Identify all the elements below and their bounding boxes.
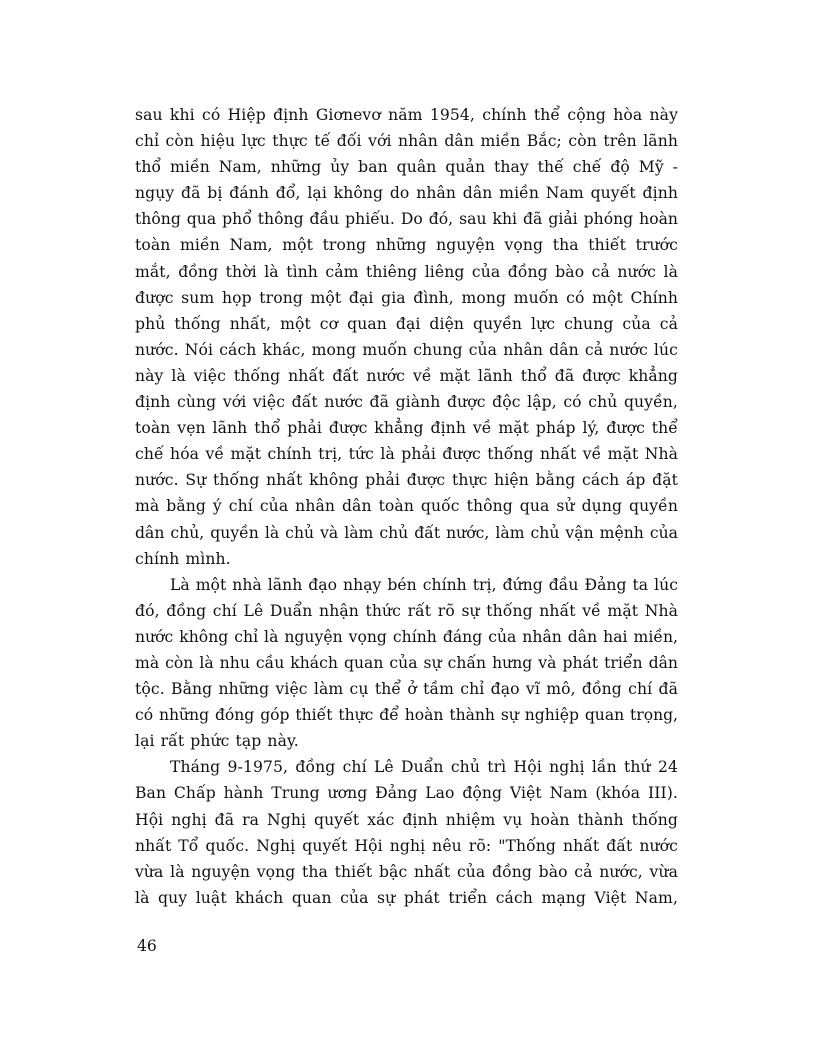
text-line: sau khi có Hiệp định Giơnevơ năm 1954, chính thể cộng hòa này — [135, 106, 678, 124]
text-line: chế hóa về mặt chính trị, tức là phải được thống nhất về mặt Nhà — [135, 445, 678, 464]
text-line: nước. Sự thống nhất không phải được thực hiện bằng cách áp đặt — [135, 471, 678, 490]
paragraph — [135, 572, 678, 755]
text-line: được sum họp trong một đại gia đình, mong muốn có một Chính — [135, 288, 678, 307]
paragraph — [135, 754, 678, 911]
text-line: chỉ còn hiệu lực thực tế đối với nhân dân miền Bắc; còn trên lãnh — [135, 132, 678, 151]
text-line: nhất Tổ quốc. Nghị quyết Hội nghị nêu rõ: "Thống nhất đất nước — [135, 836, 678, 855]
text-line: Là một nhà lãnh đạo nhạy bén chính trị, đứng đầu Đảng ta lúc — [170, 575, 678, 594]
text-line: vừa là nguyện vọng tha thiết bậc nhất của đồng bào cả nước, vừa — [135, 862, 678, 881]
text-line: định cùng với việc đất nước đã giành được độc lập, có chủ quyền, — [135, 393, 678, 412]
text-line: thổ miền Nam, những ủy ban quân quản thay thế chế độ Mỹ - — [135, 158, 678, 177]
text-line: mà bằng ý chí của nhân dân toàn quốc thông qua sử dụng quyền — [135, 497, 678, 516]
text-line: dân chủ, quyền là chủ và làm chủ đất nước, làm chủ vận mệnh của — [135, 523, 678, 542]
body-text — [135, 102, 678, 911]
text-line: thông qua phổ thông đầu phiếu. Do đó, sau khi đã giải phóng hoàn — [135, 210, 678, 229]
text-line: phủ thống nhất, một cơ quan đại diện quyền lực chung của cả — [135, 314, 678, 333]
text-line: nước không chỉ là nguyện vọng chính đáng của nhân dân hai miền, — [135, 627, 678, 646]
text-line: toàn miền Nam, một trong những nguyện vọng tha thiết trước — [135, 236, 678, 255]
text-line: mà còn là nhu cầu khách quan của sự chấn hưng và phát triển dân — [135, 653, 678, 672]
text-line: này là việc thống nhất đất nước về mặt lãnh thổ đã được khẳng — [135, 366, 678, 385]
text-line: là quy luật khách quan của sự phát triển cách mạng Việt Nam, — [135, 888, 678, 907]
text-line: tộc. Bằng những việc làm cụ thể ở tầm chỉ đạo vĩ mô, đồng chí đã — [135, 680, 678, 699]
text-line: nước. Nói cách khác, mong muốn chung của nhân dân cả nước lúc — [135, 340, 678, 359]
text-line: Ban Chấp hành Trung ương Đảng Lao động Việt Nam (khóa III). — [135, 784, 678, 803]
text-line: đó, đồng chí Lê Duẩn nhận thức rất rõ sự thống nhất về mặt Nhà — [135, 601, 678, 620]
text-line: lại rất phức tạp này. — [135, 732, 299, 751]
page-number: 46 — [137, 937, 157, 955]
text-line: ngụy đã bị đánh đổ, lại không do nhân dân miền Nam quyết định — [135, 184, 678, 203]
text-line: có những đóng góp thiết thực để hoàn thành sự nghiệp quan trọng, — [135, 706, 678, 725]
text-line: toàn vẹn lãnh thổ phải được khẳng định về mặt pháp lý, được thể — [135, 419, 678, 438]
paragraph — [135, 102, 678, 572]
text-line: Hội nghị đã ra Nghị quyết xác định nhiệm vụ hoàn thành thống — [135, 810, 678, 829]
text-line: Tháng 9-1975, đồng chí Lê Duẩn chủ trì Hội nghị lần thứ 24 — [170, 758, 678, 777]
text-line: chính mình. — [135, 549, 231, 568]
text-line: mắt, đồng thời là tình cảm thiêng liêng của đồng bào cả nước là — [135, 262, 678, 281]
